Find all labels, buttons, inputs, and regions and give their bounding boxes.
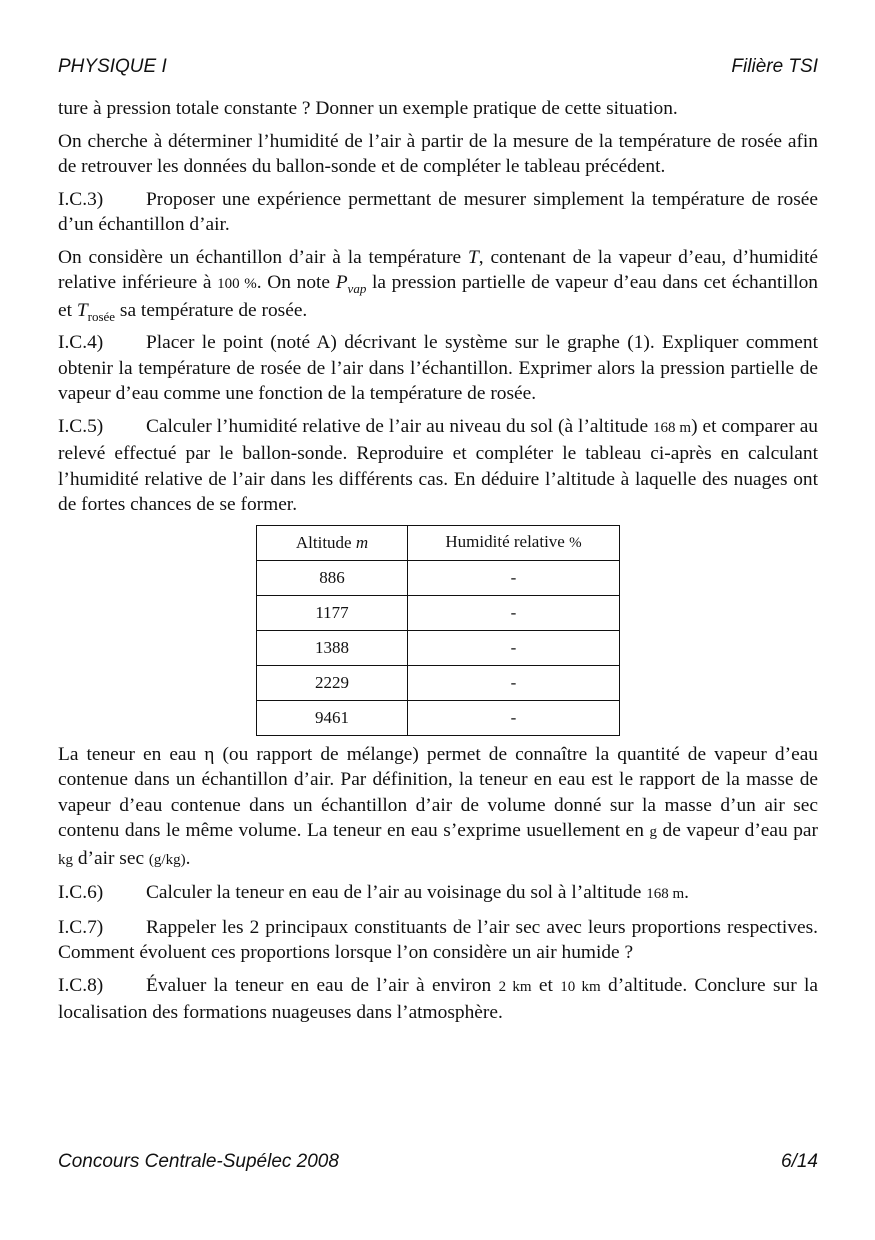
- cell-altitude: 1177: [257, 595, 408, 630]
- column-header-humidity: Humidité relative %: [408, 525, 620, 560]
- humidity-table: [256, 525, 620, 736]
- unit-g-per-kg: (g/kg): [148, 851, 186, 868]
- page-header: [58, 56, 818, 78]
- table-row: [257, 665, 620, 700]
- footer-contest: Concours Centrale-Supélec 2008: [58, 1151, 339, 1172]
- unit-kg: kg: [58, 851, 73, 868]
- value-2km: 2 km: [498, 978, 532, 995]
- question-text: Placer le point (noté A) décrivant le système sur le graphe (1). Expliquer comment obtenir la température de rosée de l’air dans l’échantillon. Exprimer alors la pression partielle de vapeur d’eau comme une fonction de la température de rosée.: [58, 332, 818, 404]
- paragraph-water-content: La teneur en eau η (ou rapport de mélange) permet de connaître la quantité de vapeur d’eau contenue dans un échantillon d’air. Par définition, la teneur en eau est le rapport de la masse de vapeur d’eau contenue dans un échantillon d’air de volume donné sur la masse d’un air sec contenu dans le même volume. La teneur en eau s’exprime usuellement en g de vapeur d’eau par kg d’air sec (g/kg).: [58, 743, 818, 869]
- header-subject: PHYSIQUE I: [58, 56, 167, 77]
- cell-humidity: -: [408, 560, 620, 595]
- question-ic5: I.C.5) Calculer l’humidité relative de l’air au niveau du sol (à l’altitude 168 m) et comparer au relevé effectué par le ballon-sonde. Reproduire et compléter le tableau ci-après en calculant l’humidité relative de l’air dans les différents cas. En déduire l’altitude à laquelle des nuages ont de fortes chances de se former.: [58, 415, 818, 515]
- table-row: [257, 560, 620, 595]
- cell-humidity: -: [408, 630, 620, 665]
- symbol-T: T: [467, 246, 479, 268]
- symbol-eta: η: [204, 743, 215, 765]
- value-altitude: 168 m: [653, 419, 692, 436]
- question-ic6: I.C.6) Calculer la teneur en eau de l’air au voisinage du sol à l’altitude 168 m.: [58, 880, 818, 908]
- question-number: I.C.8): [58, 974, 104, 996]
- table-row: [257, 630, 620, 665]
- question-ic7: [58, 915, 818, 966]
- page-footer: [58, 1151, 818, 1173]
- table-row: [257, 595, 620, 630]
- question-number: I.C.6): [58, 882, 104, 903]
- question-ic4: [58, 330, 818, 407]
- question-text: Rappeler les 2 principaux constituants de l’air sec avec leurs proportions respectives. Comment évoluent ces proportions lorsque l’on considère un air humide ?: [58, 916, 818, 963]
- symbol-Pvap: $P_{vap}$: [335, 272, 367, 296]
- page-content: [58, 96, 818, 1033]
- value-altitude: 168 m: [646, 886, 685, 902]
- paragraph-intro-dew-point: On cherche à déterminer l’humidité de l’air à partir de la mesure de la température de rosée afin de retrouver les données du ballon-sonde et de compléter le tableau précédent.: [58, 130, 818, 177]
- page-number: 6/14: [781, 1151, 818, 1172]
- question-number: I.C.7): [58, 916, 104, 938]
- paragraph-sample: On considère un échantillon d’air à la température T, contenant de la vapeur d’eau, d’humidité relative inférieure à 100 %. On note $P_{vap}$ la pression partielle de vapeur d’eau dans cet échantillon et $T_{rosée}$ sa température de rosée.: [58, 246, 819, 324]
- column-header-altitude: Altitude m: [257, 525, 408, 560]
- symbol-Trosee: $T_{rosée}$: [76, 299, 116, 324]
- cell-humidity: -: [408, 665, 620, 700]
- unit-g: g: [649, 824, 657, 840]
- table-row: [257, 700, 620, 735]
- cell-humidity: -: [408, 595, 620, 630]
- value-10km: 10 km: [560, 978, 601, 995]
- table-header-row: [257, 525, 620, 560]
- question-text: Proposer une expérience permettant de mesurer simplement la température de rosée d’un échantillon d’air.: [58, 188, 818, 235]
- cell-humidity: -: [408, 700, 620, 735]
- cell-altitude: 1388: [257, 630, 408, 665]
- cell-altitude: 9461: [257, 700, 408, 735]
- question-number: I.C.4): [58, 332, 104, 353]
- cell-altitude: 886: [257, 560, 408, 595]
- value-100-percent: 100 %: [217, 276, 257, 292]
- header-track: Filière TSI: [731, 56, 818, 77]
- question-number: I.C.5): [58, 415, 104, 437]
- question-ic3: [58, 187, 818, 238]
- cell-altitude: 2229: [257, 665, 408, 700]
- question-number: I.C.3): [58, 188, 104, 210]
- question-ic8: I.C.8) Évaluer la teneur en eau de l’air à environ 2 km et 10 km d’altitude. Conclure sur la localisation des formations nuageuses dans l’atmosphère.: [58, 974, 818, 1023]
- paragraph-continuation: ture à pression totale constante ? Donner un exemple pratique de cette situation.: [58, 98, 678, 119]
